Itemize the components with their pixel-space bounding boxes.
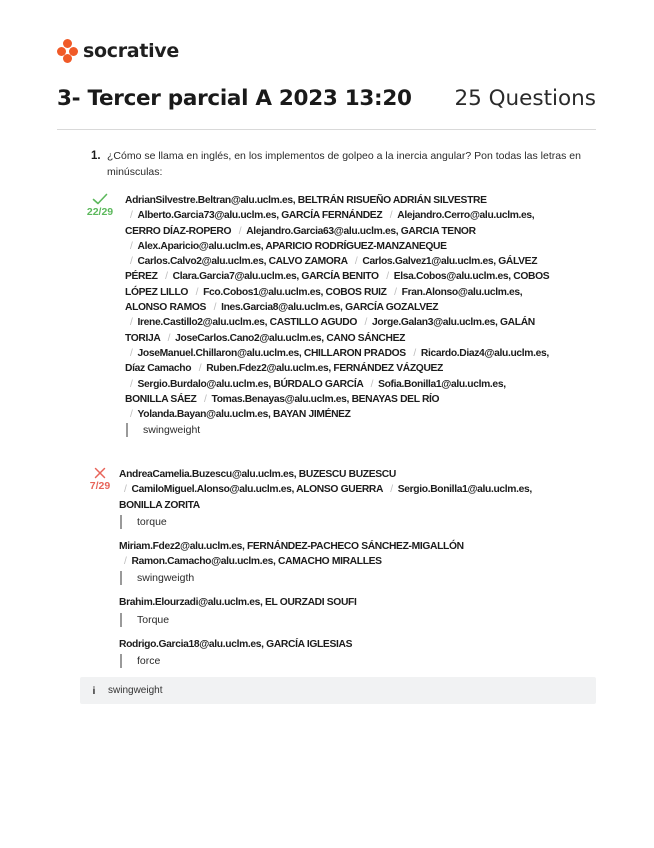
student-name: Jorge.Galan3@alu.uclm.es, GALÁN TORIJA xyxy=(125,317,535,344)
name-separator: / xyxy=(386,271,389,283)
name-separator: / xyxy=(130,378,133,390)
incorrect-student-list xyxy=(119,637,550,652)
student-name: Fran.Alonso@alu.uclm.es, ALONSO RAMOS xyxy=(125,286,523,314)
student-name: Carlos.Calvo2@alu.uclm.es, CALVO ZAMORA xyxy=(137,256,348,268)
close-icon xyxy=(94,467,106,479)
student-name: Carlos.Galvez1@alu.uclm.es, GÁLVEZ PÉREZ xyxy=(125,256,538,283)
student-name: Ines.Garcia8@alu.uclm.es, GARCÍA GOZALVEZ xyxy=(221,302,439,314)
student-name: Sergio.Bonilla1@alu.uclm.es, BONILLA ZORITA xyxy=(119,484,532,511)
name-separator: / xyxy=(130,240,133,252)
correct-answer-group xyxy=(80,193,550,437)
check-icon xyxy=(92,193,108,205)
incorrect-student-list xyxy=(119,467,550,513)
correct-answer-bar xyxy=(80,677,596,704)
name-separator: / xyxy=(124,484,127,496)
correct-student-list xyxy=(125,193,550,422)
name-separator: / xyxy=(167,332,171,344)
name-separator: / xyxy=(390,484,393,496)
student-name: Yolanda.Bayan@alu.uclm.es, BAYAN JIMÉNEZ xyxy=(137,409,351,421)
incorrect-responses xyxy=(119,467,550,668)
student-name: Alejandro.Cerro@alu.uclm.es, CERRO DÍAZ-ROPERO xyxy=(125,210,535,237)
student-name: Alejandro.Garcia63@alu.uclm.es, GARCIA TENOR xyxy=(246,225,476,237)
incorrect-response-group xyxy=(119,539,550,586)
title-divider xyxy=(57,129,596,130)
name-separator: / xyxy=(394,286,397,298)
socrative-logo xyxy=(57,38,179,64)
student-name: Alberto.Garcia73@alu.uclm.es, GARCÍA FERNÁNDEZ xyxy=(137,210,383,222)
incorrect-response-group xyxy=(119,595,550,626)
name-separator: / xyxy=(204,393,207,405)
question-1 xyxy=(91,148,581,180)
title-row xyxy=(57,86,596,111)
student-name: Miriam.Fdez2@alu.uclm.es, FERNÁNDEZ-PACHECO SÁNCHEZ-MIGALLÓN xyxy=(119,540,464,552)
incorrect-student-list xyxy=(119,595,550,610)
name-separator: / xyxy=(413,347,416,359)
incorrect-status xyxy=(80,467,120,492)
name-separator: / xyxy=(198,363,202,375)
name-separator: / xyxy=(389,210,393,222)
incorrect-count: 7/29 xyxy=(89,480,111,492)
student-name: CamiloMiguel.Alonso@alu.uclm.es, ALONSO GUERRA xyxy=(131,484,383,496)
student-name: Fco.Cobos1@alu.uclm.es, COBOS RUIZ xyxy=(203,286,387,298)
student-name: Sofia.Bonilla1@alu.uclm.es, BONILLA SÁEZ xyxy=(125,378,506,405)
name-separator: / xyxy=(124,556,127,568)
student-name: Tomas.Benayas@alu.uclm.es, BENAYAS DEL RÍO xyxy=(211,393,440,405)
student-name: Clara.Garcia7@alu.uclm.es, GARCÍA BENITO xyxy=(172,271,379,283)
name-separator: / xyxy=(130,317,133,329)
name-separator: / xyxy=(364,317,368,329)
incorrect-response-group xyxy=(119,467,550,529)
incorrect-response: torque xyxy=(120,515,550,529)
quiz-title: 3- Tercer parcial A 2023 13:20 xyxy=(57,86,412,111)
student-name: Irene.Castillo2@alu.uclm.es, CASTILLO AGUDO xyxy=(137,317,357,329)
student-name: Ricardo.Diaz4@alu.uclm.es, Díaz Camacho xyxy=(125,347,549,375)
student-name: JoseCarlos.Cano2@alu.uclm.es, CANO SÁNCHEZ xyxy=(175,332,406,344)
question-text: ¿Cómo se llama en inglés, en los implementos de golpeo a la inercia angular? Pon todas las letras en minúsculas: xyxy=(107,150,581,178)
name-separator: / xyxy=(165,271,168,283)
name-separator: / xyxy=(370,378,374,390)
incorrect-response: swingweigth xyxy=(120,571,550,585)
incorrect-response-group xyxy=(119,637,550,668)
student-name: Ramon.Camacho@alu.uclm.es, CAMACHO MIRALLES xyxy=(131,556,382,568)
student-name: Brahim.Elourzadi@alu.uclm.es, EL OURZADI SOUFI xyxy=(119,597,357,609)
student-name: AdrianSilvestre.Beltran@alu.uclm.es, BELTRÁN RISUEÑO ADRIÁN SILVESTRE xyxy=(125,195,487,206)
info-icon: i xyxy=(92,684,96,697)
student-name: Ruben.Fdez2@alu.uclm.es, FERNÁNDEZ VÁZQUEZ xyxy=(206,363,443,375)
name-separator: / xyxy=(130,409,133,421)
name-separator: / xyxy=(195,286,199,298)
name-separator: / xyxy=(130,347,133,359)
question-count: 25 Questions xyxy=(454,86,596,111)
name-separator: / xyxy=(238,225,242,237)
correct-response: swingweight xyxy=(126,423,550,437)
name-separator: / xyxy=(213,302,217,314)
student-name: Sergio.Burdalo@alu.uclm.es, BÚRDALO GARCÍA xyxy=(137,378,364,390)
incorrect-student-list xyxy=(119,539,550,570)
incorrect-response: force xyxy=(120,654,550,668)
correct-answer-text: swingweight xyxy=(108,685,163,696)
incorrect-response: Torque xyxy=(120,613,550,627)
student-name: Rodrigo.Garcia18@alu.uclm.es, GARCÍA IGLESIAS xyxy=(119,638,353,650)
incorrect-answer-group xyxy=(80,467,550,668)
name-separator: / xyxy=(130,210,133,222)
name-separator: / xyxy=(130,256,133,268)
question-number: 1. xyxy=(91,150,101,162)
student-name: Alex.Aparicio@alu.uclm.es, APARICIO RODRÍGUEZ-MANZANEQUE xyxy=(137,240,447,252)
student-name: JoseManuel.Chillaron@alu.uclm.es, CHILLARON PRADOS xyxy=(137,347,406,359)
brand-name: socrative xyxy=(83,40,179,62)
student-name: Elsa.Cobos@alu.uclm.es, COBOS LÓPEZ LILLO xyxy=(125,271,550,298)
correct-status xyxy=(80,193,120,218)
student-name: AndreaCamelia.Buzescu@alu.uclm.es, BUZESCU BUZESCU xyxy=(119,469,396,480)
correct-count: 22/29 xyxy=(86,206,114,218)
name-separator: / xyxy=(354,256,358,268)
socrative-logo-icon xyxy=(57,38,79,64)
